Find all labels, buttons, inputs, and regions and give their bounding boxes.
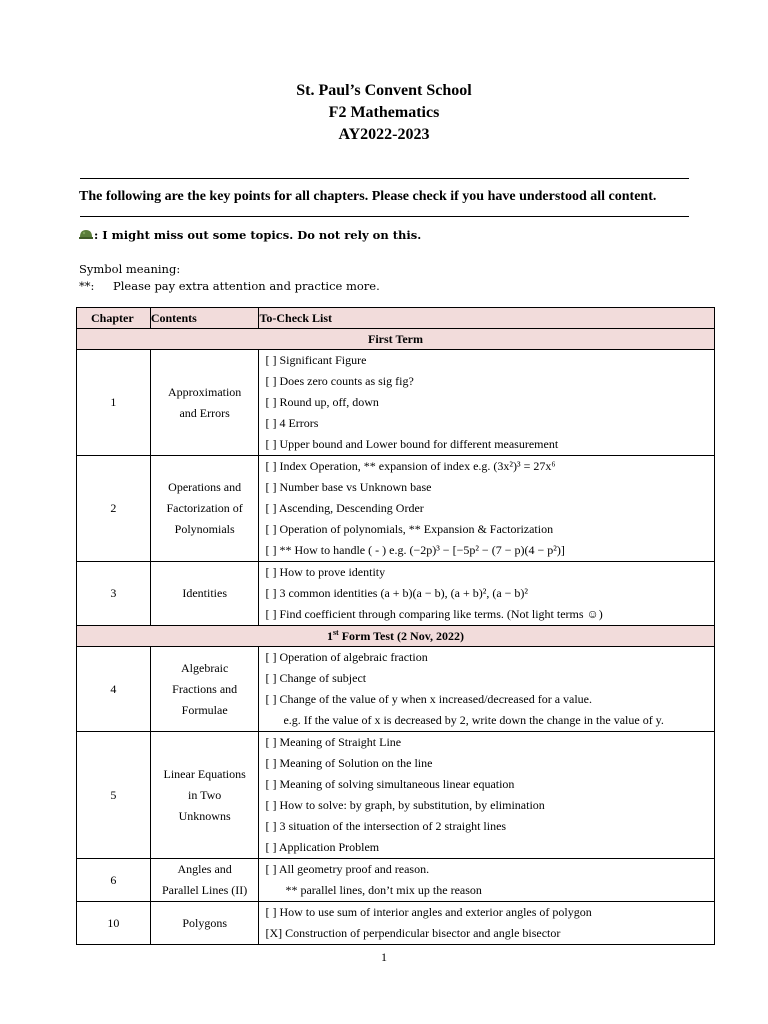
contents-line: Formulae bbox=[181, 702, 228, 717]
checklist-item[interactable]: [ ] Change of subject bbox=[265, 671, 367, 685]
chapter-contents bbox=[150, 647, 259, 732]
chapter-contents bbox=[150, 350, 259, 456]
checklist-item[interactable]: [X] Construction of perpendicular bisector and angle bisector bbox=[265, 926, 561, 940]
document-header bbox=[0, 80, 768, 146]
chapter-contents bbox=[150, 902, 259, 945]
chapter-number: 5 bbox=[77, 732, 151, 859]
checklist-cell bbox=[259, 859, 715, 902]
checklist-item[interactable]: [ ] All geometry proof and reason. bbox=[265, 862, 430, 876]
contents-line: Linear Equations bbox=[163, 766, 246, 781]
contents-line: Unknowns bbox=[178, 808, 231, 823]
checklist-cell bbox=[259, 456, 715, 562]
symbol-text: Please pay extra attention and practice more. bbox=[113, 279, 380, 293]
checklist-cell bbox=[259, 350, 715, 456]
warning-note bbox=[79, 228, 421, 242]
checklist-item[interactable]: [ ] 3 situation of the intersection of 2 straight lines bbox=[265, 819, 507, 833]
page-number: 1 bbox=[381, 950, 387, 964]
chapter-number: 4 bbox=[77, 647, 151, 732]
contents-line: Factorization of bbox=[166, 501, 243, 515]
checklist-table bbox=[76, 307, 715, 945]
checklist-item[interactable]: [ ] Application Problem bbox=[265, 840, 380, 854]
checklist-item[interactable]: [ ] Number base vs Unknown base bbox=[265, 480, 432, 494]
form-test-label: Form Test (2 Nov, 2022) bbox=[338, 629, 465, 643]
checklist-note: ** parallel lines, don’t mix up the reason bbox=[285, 883, 482, 897]
contents-line: and Errors bbox=[179, 405, 230, 420]
academic-year: AY2022-2023 bbox=[338, 126, 430, 143]
table-row bbox=[77, 350, 715, 456]
checklist-item[interactable]: [ ] Does zero counts as sig fig? bbox=[265, 374, 414, 388]
contents-line: in Two bbox=[188, 787, 222, 802]
form-test-suffix: st bbox=[332, 628, 339, 637]
section-form-test bbox=[77, 626, 715, 647]
contents-line: Parallel Lines (II) bbox=[162, 883, 248, 897]
checklist-item[interactable]: [ ] Significant Figure bbox=[265, 353, 367, 367]
warning-text: : I might miss out some topics. Do not rely on this. bbox=[94, 228, 422, 242]
contents-line: Operations and bbox=[168, 480, 242, 494]
contents-line: Polynomials bbox=[174, 522, 235, 536]
contents-line: Fractions and bbox=[172, 681, 238, 696]
checklist-item[interactable]: [ ] Upper bound and Lower bound for different measurement bbox=[265, 437, 559, 451]
helmet-emoji-icon bbox=[79, 229, 93, 241]
chapter-contents bbox=[150, 732, 259, 859]
chapter-number: 6 bbox=[77, 859, 151, 902]
chapter-number: 10 bbox=[77, 902, 151, 945]
checklist-item[interactable]: [ ] Find coefficient through comparing like terms. (Not light terms ☺) bbox=[265, 607, 603, 621]
checklist-item[interactable]: [ ] How to use sum of interior angles and exterior angles of polygon bbox=[265, 905, 592, 919]
table-row bbox=[77, 859, 715, 902]
checklist-cell bbox=[259, 647, 715, 732]
checklist-note: e.g. If the value of x is decreased by 2, write down the change in the value of y. bbox=[283, 713, 664, 727]
table-row bbox=[77, 732, 715, 859]
checklist-item[interactable]: [ ] Meaning of solving simultaneous linear equation bbox=[265, 777, 515, 791]
checklist-item[interactable]: [ ] ** How to handle ( - ) e.g. (−2p)³ − [−5p² − (7 − p)(4 − p²)] bbox=[265, 543, 565, 557]
checklist-item[interactable]: [ ] Meaning of Solution on the line bbox=[265, 756, 433, 770]
chapter-number: 2 bbox=[77, 456, 151, 562]
chapter-contents bbox=[150, 859, 259, 902]
symbol-marker: **: bbox=[79, 279, 95, 293]
subject-title: F2 Mathematics bbox=[328, 104, 440, 121]
checklist-cell bbox=[259, 562, 715, 626]
checklist-item[interactable]: [ ] Change of the value of y when x increased/decreased for a value. bbox=[265, 692, 593, 706]
section-first-term: First Term bbox=[77, 329, 715, 350]
chapter-contents bbox=[150, 562, 259, 626]
contents-line: Approximation bbox=[167, 384, 242, 399]
symbol-title: Symbol meaning: bbox=[79, 262, 181, 276]
section-row-first-term bbox=[77, 329, 715, 350]
section-row-form-test bbox=[77, 626, 715, 647]
chapter-number: 3 bbox=[77, 562, 151, 626]
contents-line: Polygons bbox=[182, 915, 227, 930]
table-header-row bbox=[77, 308, 715, 329]
header-checklist: To-Check List bbox=[259, 308, 715, 329]
checklist-item[interactable]: [ ] Operation of algebraic fraction bbox=[265, 650, 428, 664]
contents-line: Identities bbox=[182, 586, 227, 600]
table-row bbox=[77, 456, 715, 562]
checklist-cell bbox=[259, 732, 715, 859]
checklist-item[interactable]: [ ] How to prove identity bbox=[265, 565, 386, 579]
checklist-item[interactable]: [ ] 3 common identities (a + b)(a − b), (a + b)², (a − b)² bbox=[265, 586, 529, 600]
table-row bbox=[77, 902, 715, 945]
intro-text: The following are the key points for all chapters. Please check if you have understood all content. bbox=[79, 189, 657, 204]
divider-bottom bbox=[80, 216, 689, 217]
table-row bbox=[77, 562, 715, 626]
form-test-ordinal: 1 bbox=[326, 629, 333, 643]
school-name: St. Paul’s Convent School bbox=[296, 82, 472, 99]
header-contents: Contents bbox=[150, 308, 259, 329]
contents-line: Angles and bbox=[177, 862, 232, 876]
checklist-item[interactable]: [ ] Meaning of Straight Line bbox=[265, 735, 402, 749]
table-row bbox=[77, 647, 715, 732]
checklist-item[interactable]: [ ] Ascending, Descending Order bbox=[265, 501, 424, 515]
checklist-item[interactable]: [ ] Index Operation, ** expansion of index e.g. (3x²)³ = 27x⁶ bbox=[265, 459, 556, 473]
divider-top bbox=[80, 178, 689, 179]
chapter-contents bbox=[150, 456, 259, 562]
contents-line: Algebraic bbox=[181, 660, 229, 675]
chapter-number: 1 bbox=[77, 350, 151, 456]
checklist-item[interactable]: [ ] How to solve: by graph, by substitution, by elimination bbox=[265, 798, 545, 812]
checklist-item[interactable]: [ ] 4 Errors bbox=[265, 416, 319, 430]
checklist-item[interactable]: [ ] Operation of polynomials, ** Expansion & Factorization bbox=[265, 522, 554, 536]
header-chapter: Chapter bbox=[77, 308, 151, 329]
symbol-meaning bbox=[79, 279, 380, 293]
checklist-cell bbox=[259, 902, 715, 945]
checklist-item[interactable]: [ ] Round up, off, down bbox=[265, 395, 379, 409]
